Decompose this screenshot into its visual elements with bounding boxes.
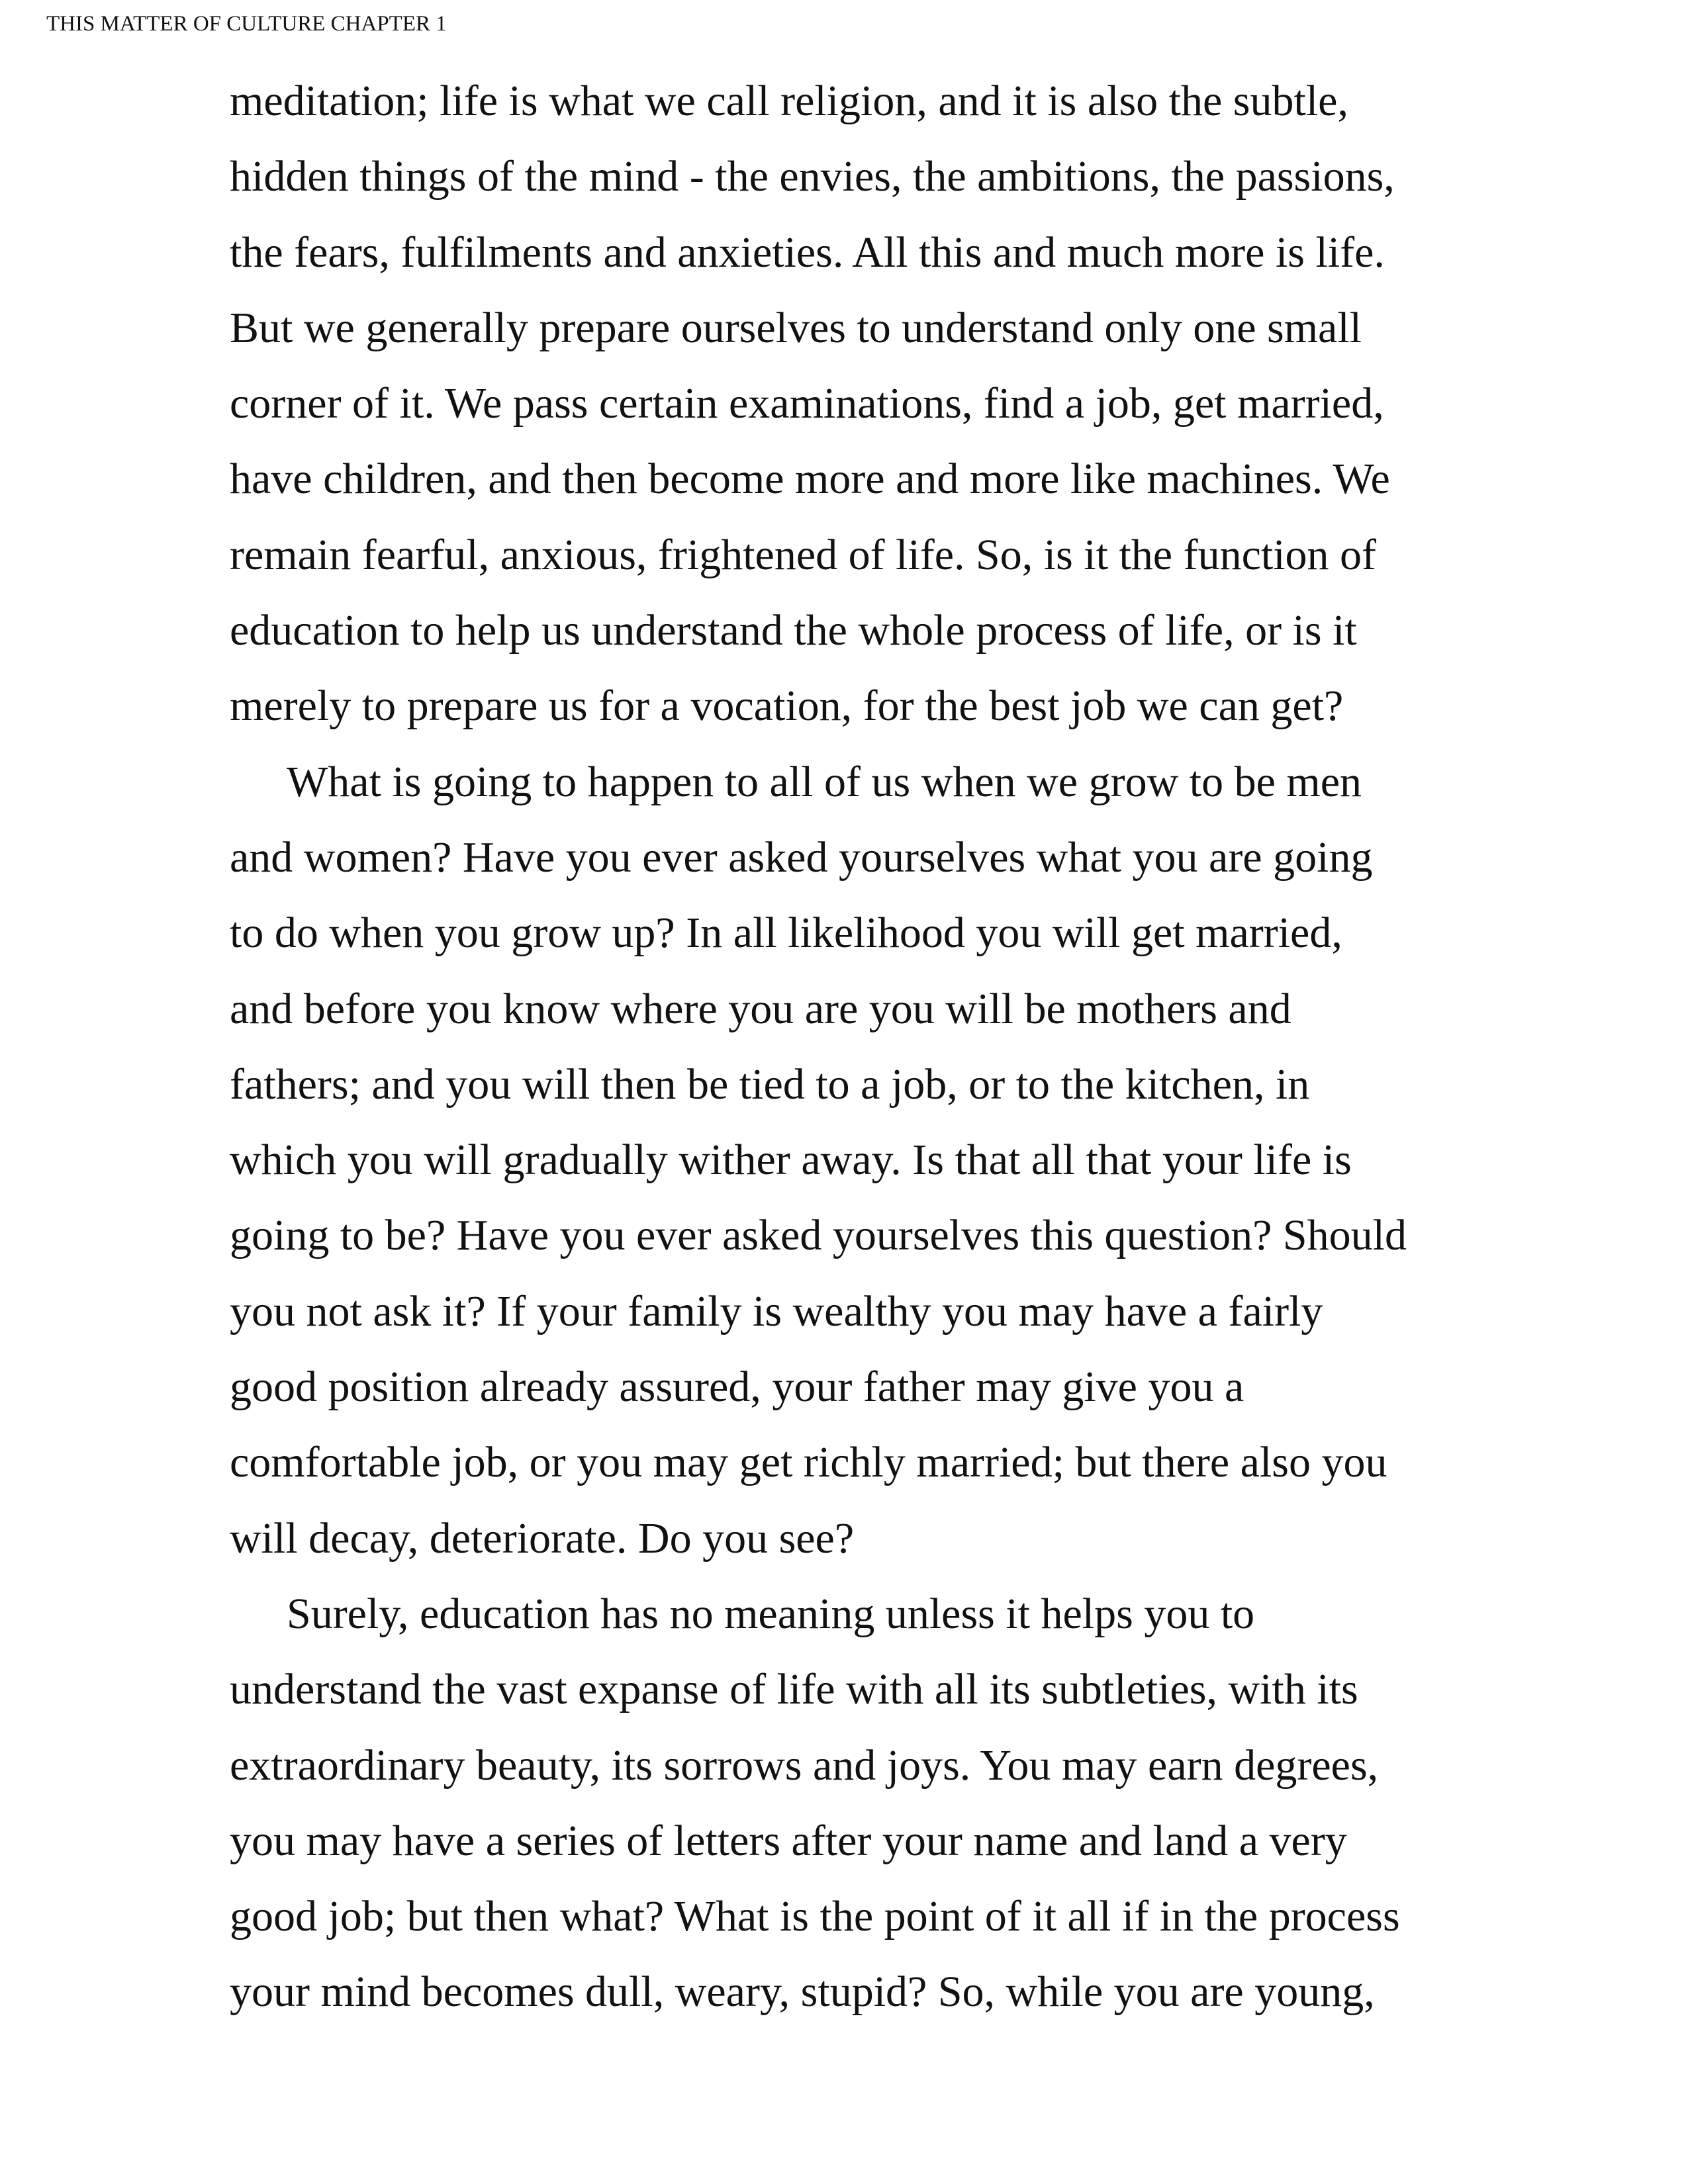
text-line: you not ask it? If your family is wealthy you may have a fairly — [230, 1287, 1323, 1336]
text-line: to do when you grow up? In all likelihood you will get married, — [230, 909, 1342, 958]
text-line: corner of it. We pass certain examinations, find a job, get married, — [230, 379, 1384, 428]
text-line: understand the vast expanse of life with all its subtleties, with its — [230, 1665, 1358, 1714]
text-line: comfortable job, or you may get richly married; but there also you — [230, 1438, 1387, 1487]
body-text — [230, 64, 1527, 2030]
text-line: extraordinary beauty, its sorrows and joys. You may earn degrees, — [230, 1741, 1379, 1790]
text-line: remain fearful, anxious, frightened of life. So, is it the function of — [230, 530, 1377, 579]
text-line: Surely, education has no meaning unless it helps you to — [287, 1589, 1255, 1638]
text-line: meditation; life is what we call religion, and it is also the subtle, — [230, 77, 1348, 125]
text-line: hidden things of the mind - the envies, the ambitions, the passions, — [230, 152, 1395, 201]
text-line: education to help us understand the whole process of life, or is it — [230, 606, 1357, 655]
running-header: THIS MATTER OF CULTURE CHAPTER 1 — [46, 12, 447, 36]
text-line: you may have a series of letters after your name and land a very — [230, 1816, 1347, 1865]
text-line: the fears, fulfilments and anxieties. All this and much more is life. — [230, 228, 1385, 277]
text-line: going to be? Have you ever asked yourselves this question? Should — [230, 1211, 1407, 1260]
text-line: merely to prepare us for a vocation, for the best job we can get? — [230, 682, 1344, 731]
text-line: have children, and then become more and more like machines. We — [230, 455, 1390, 504]
text-line: But we generally prepare ourselves to understand only one small — [230, 303, 1362, 352]
text-line: good position already assured, your father may give you a — [230, 1363, 1244, 1412]
text-line: and before you know where you are you will be mothers and — [230, 984, 1291, 1033]
text-line: your mind becomes dull, weary, stupid? So, while you are young, — [230, 1968, 1375, 2017]
text-line: fathers; and you will then be tied to a job, or to the kitchen, in — [230, 1060, 1310, 1109]
text-line: good job; but then what? What is the point of it all if in the process — [230, 1892, 1400, 1941]
text-line: which you will gradually wither away. Is that all that your life is — [230, 1136, 1352, 1185]
text-line: and women? Have you ever asked yourselves what you are going — [230, 833, 1373, 882]
text-line: will decay, deteriorate. Do you see? — [230, 1514, 855, 1563]
text-line: What is going to happen to all of us when we grow to be men — [287, 757, 1362, 806]
